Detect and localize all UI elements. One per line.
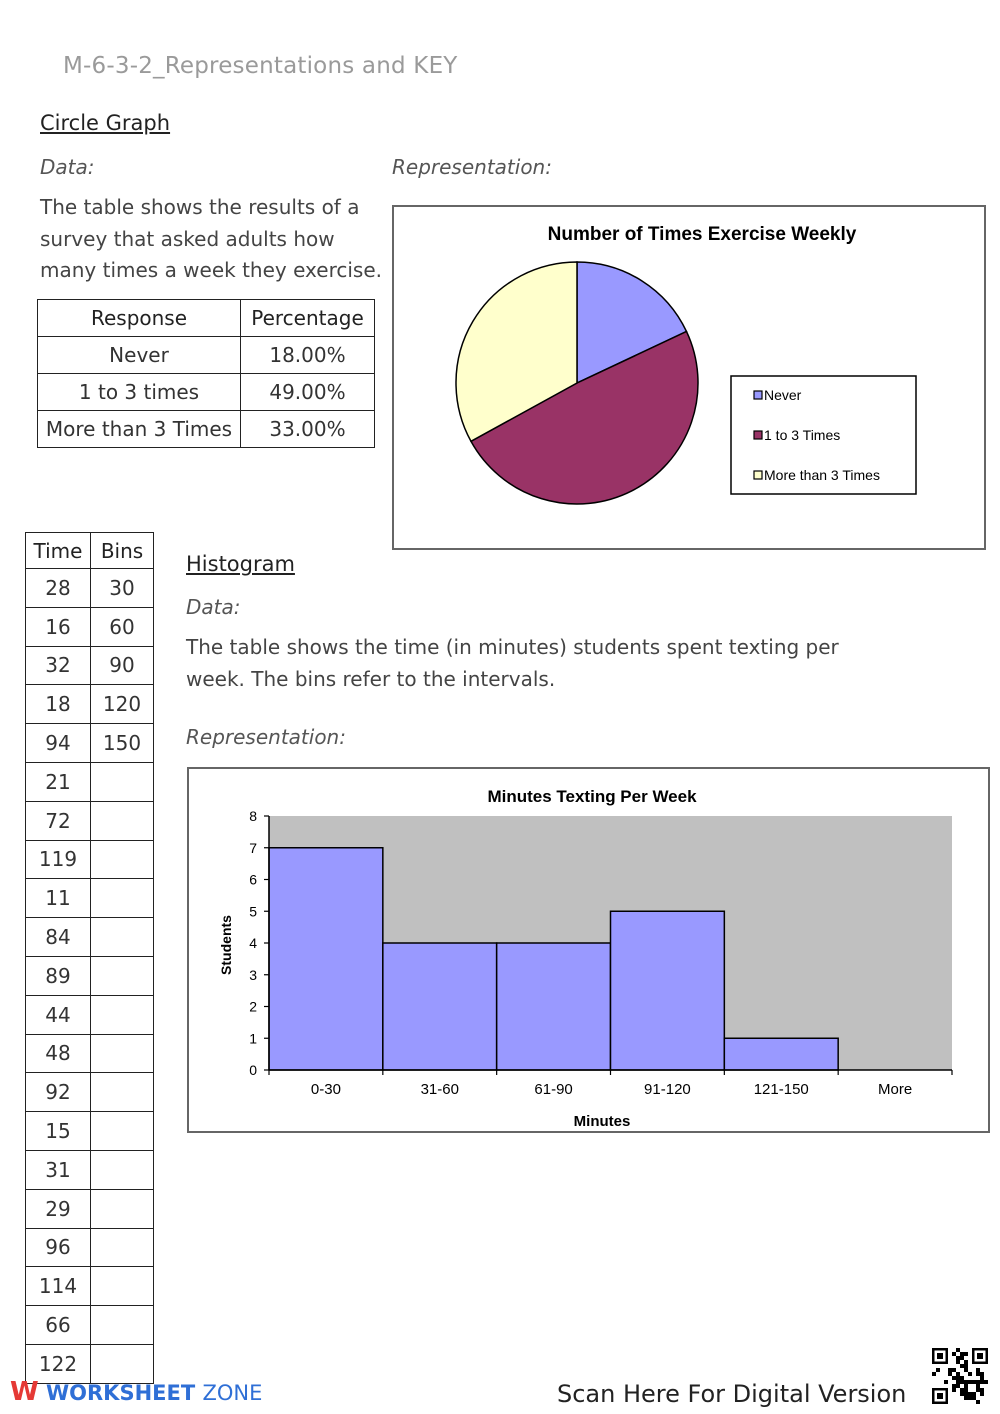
bin-cell [91, 1306, 154, 1345]
table-cell: 33.00% [241, 411, 375, 448]
table-row [38, 337, 375, 374]
histogram-representation-label: Representation: [186, 725, 346, 749]
bin-cell: 150 [91, 724, 154, 763]
survey-header-response: Response [38, 300, 241, 337]
histogram-bar [383, 943, 497, 1070]
histogram-bar [724, 1038, 838, 1070]
survey-table-header [38, 300, 375, 337]
y-tick-label: 6 [249, 871, 257, 888]
bin-cell [91, 956, 154, 995]
histogram-x-axis-label: Minutes [573, 1113, 631, 1130]
table-row [38, 374, 375, 411]
y-tick-label: 2 [249, 998, 257, 1015]
bin-cell: 30 [91, 569, 154, 608]
legend-swatch [754, 431, 762, 439]
time-cell: 114 [26, 1267, 91, 1306]
circle-data-label: Data: [40, 155, 95, 179]
table-row [26, 646, 154, 685]
time-cell: 72 [26, 801, 91, 840]
table-row [26, 1306, 154, 1345]
histogram-bar [611, 911, 725, 1070]
bin-cell [91, 879, 154, 918]
circle-description: The table shows the results of a survey that asked adults how many times a week they exercise. [40, 195, 383, 282]
histogram-title: Minutes Texting Per Week [487, 787, 697, 806]
y-tick-label: 3 [249, 966, 257, 983]
table-row [26, 1150, 154, 1189]
legend-swatch [754, 471, 762, 479]
table-row [26, 879, 154, 918]
time-cell: 11 [26, 879, 91, 918]
x-tick-label: 61-90 [534, 1081, 573, 1098]
bin-cell [91, 1073, 154, 1112]
table-row [26, 1267, 154, 1306]
y-tick-label: 7 [249, 839, 257, 856]
table-row [26, 995, 154, 1034]
bin-cell [91, 1228, 154, 1267]
time-cell: 48 [26, 1034, 91, 1073]
bin-cell [91, 1267, 154, 1306]
histogram-heading: Histogram [186, 552, 295, 576]
bin-cell [91, 1189, 154, 1228]
time-cell: 89 [26, 956, 91, 995]
time-header: Time [26, 533, 91, 569]
time-cell: 32 [26, 646, 91, 685]
histogram-bar [269, 848, 383, 1070]
table-row [26, 607, 154, 646]
time-cell: 28 [26, 569, 91, 608]
time-cell: 122 [26, 1344, 91, 1383]
time-bins-table [25, 532, 154, 1384]
time-cell: 66 [26, 1306, 91, 1345]
time-cell: 92 [26, 1073, 91, 1112]
bins-header: Bins [91, 533, 154, 569]
table-row [26, 1073, 154, 1112]
table-row [26, 1228, 154, 1267]
time-cell: 96 [26, 1228, 91, 1267]
pie-chart-frame [392, 205, 986, 550]
bin-cell [91, 1034, 154, 1073]
bin-cell [91, 801, 154, 840]
worksheetzone-logo [10, 1377, 262, 1407]
table-row [26, 840, 154, 879]
table-row [26, 1112, 154, 1151]
histogram-chart [189, 769, 988, 1131]
table-row [26, 801, 154, 840]
x-tick-label: More [877, 1081, 913, 1098]
logo-zone-text: ZONE [202, 1381, 263, 1405]
bin-cell [91, 1150, 154, 1189]
histogram-frame [187, 767, 990, 1133]
survey-table [37, 299, 375, 448]
table-cell: More than 3 Times [38, 411, 241, 448]
legend-label: 1 to 3 Times [764, 427, 841, 443]
table-row [26, 685, 154, 724]
time-cell: 84 [26, 918, 91, 957]
bin-cell: 120 [91, 685, 154, 724]
y-tick-label: 1 [249, 1030, 257, 1047]
bin-cell [91, 1112, 154, 1151]
table-row [38, 411, 375, 448]
bin-cell [91, 918, 154, 957]
time-cell: 18 [26, 685, 91, 724]
time-cell: 31 [26, 1150, 91, 1189]
table-cell: Never [38, 337, 241, 374]
scan-prompt: Scan Here For Digital Version [557, 1380, 907, 1408]
circle-representation-label: Representation: [392, 155, 552, 179]
time-cell: 15 [26, 1112, 91, 1151]
time-bins-header [26, 533, 154, 569]
table-cell: 18.00% [241, 337, 375, 374]
time-cell: 16 [26, 607, 91, 646]
time-cell: 29 [26, 1189, 91, 1228]
x-tick-label: 121-150 [753, 1081, 809, 1098]
histogram-y-axis-label: Students [218, 915, 234, 975]
bin-cell [91, 840, 154, 879]
y-tick-label: 4 [249, 935, 257, 951]
histogram-data-label: Data: [186, 595, 241, 619]
x-tick-label: 31-60 [420, 1081, 459, 1098]
x-tick-label: 0-30 [310, 1081, 341, 1098]
bin-cell [91, 995, 154, 1034]
bin-cell: 60 [91, 607, 154, 646]
table-row [26, 956, 154, 995]
document-title: M-6-3-2_Representations and KEY [63, 53, 458, 79]
table-cell: 1 to 3 times [38, 374, 241, 411]
histogram-description: The table shows the time (in minutes) students spent texting per week. The bins refer to the intervals. [186, 635, 839, 691]
pie-chart-title: Number of Times Exercise Weekly [547, 224, 857, 245]
legend-label: More than 3 Times [764, 467, 880, 483]
survey-header-percentage: Percentage [241, 300, 375, 337]
table-row [26, 762, 154, 801]
table-row [26, 1189, 154, 1228]
legend-swatch [754, 391, 762, 399]
x-tick-label: 91-120 [644, 1081, 691, 1098]
logo-mark-icon: W [10, 1377, 39, 1407]
circle-graph-heading: Circle Graph [40, 111, 171, 135]
time-cell: 94 [26, 724, 91, 763]
table-cell: 49.00% [241, 374, 375, 411]
table-row [26, 724, 154, 763]
pie-chart [394, 207, 984, 548]
y-tick-label: 0 [249, 1062, 257, 1078]
bin-cell [91, 762, 154, 801]
bin-cell: 90 [91, 646, 154, 685]
time-cell: 21 [26, 762, 91, 801]
legend-label: Never [764, 387, 802, 403]
logo-worksheet-text: WORKSHEET [46, 1381, 196, 1405]
table-row [26, 918, 154, 957]
table-row [26, 1034, 154, 1073]
table-row [26, 569, 154, 608]
y-tick-label: 8 [249, 808, 257, 824]
time-cell: 44 [26, 995, 91, 1034]
y-tick-label: 5 [249, 903, 257, 920]
time-cell: 119 [26, 840, 91, 879]
histogram-bar [497, 943, 611, 1070]
qr-code-icon[interactable] [928, 1344, 992, 1408]
